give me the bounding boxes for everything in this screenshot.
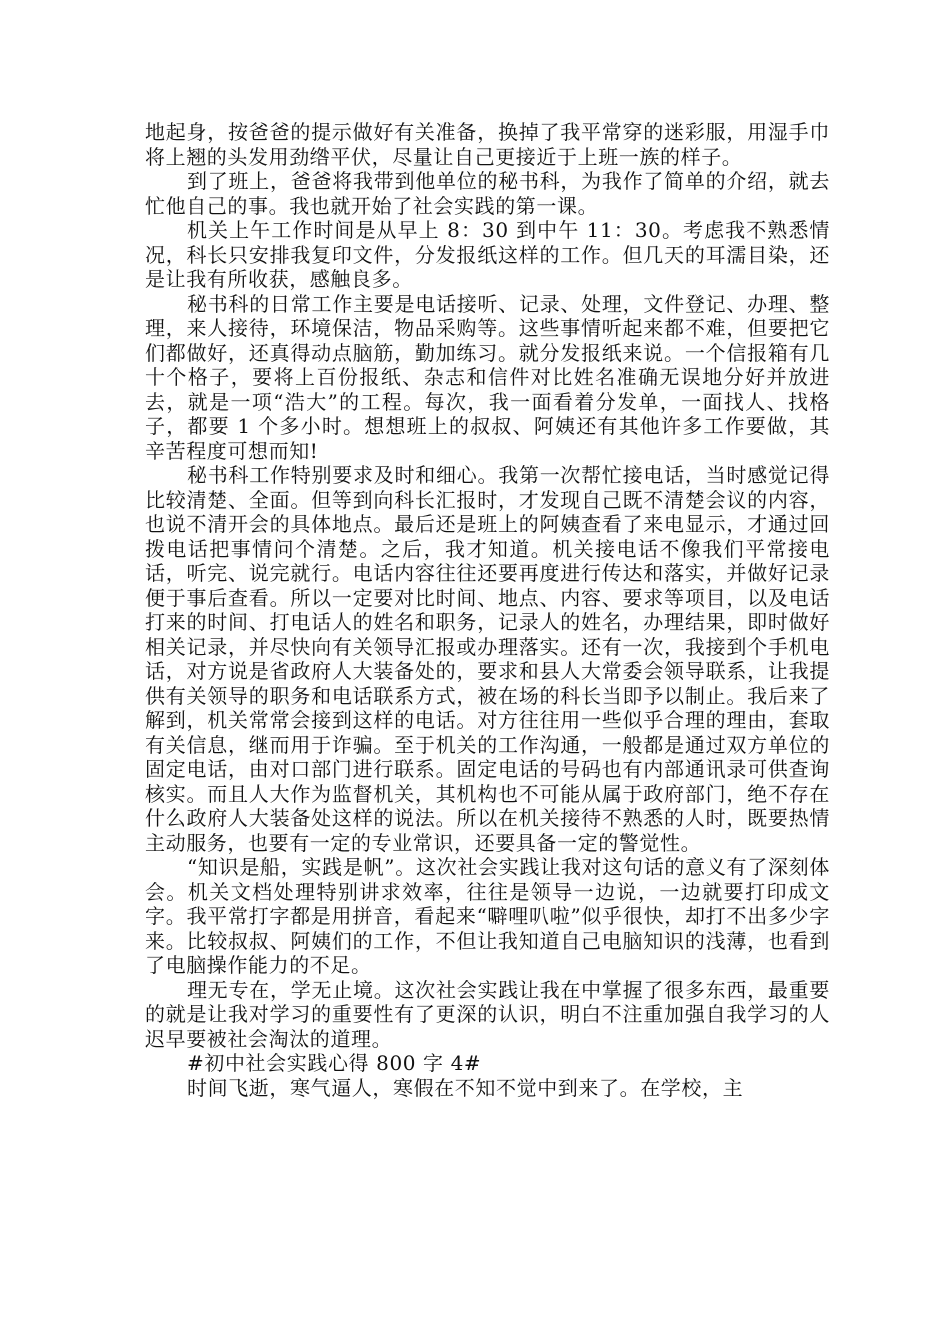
paragraph: 到了班上，爸爸将我带到他单位的秘书科，为我作了简单的介绍，就去忙他自己的事。我也就开始了社会实践的第一课。 — [145, 169, 830, 218]
document-body — [145, 120, 830, 1100]
paragraph: “知识是船，实践是帆”。这次社会实践让我对这句话的意义有了深刻体会。机关文档处理特别讲求效率，往往是领导一边说，一边就要打印成文字。我平常打字都是用拼音，看起来“噼哩叭啦”似乎很快，却打不出多少字来。比较叔叔、阿姨们的工作，不但让我知道自己电脑知识的浅薄，也看到了电脑操作能力的不足。 — [145, 855, 830, 977]
paragraph: 秘书科的日常工作主要是电话接听、记录、处理，文件登记、办理、整理，来人接待，环境保洁，物品采购等。这些事情听起来都不难，但要把它们都做好，还真得动点脑筋，勤加练习。就分发报纸来说。一个信报箱有几十个格子，要将上百份报纸、杂志和信件对比姓名准确无误地分好并放进去，就是一项“浩大”的工程。每次，我一面看着分发单，一面找人、找格子，都要 1 个多小时。想想班上的叔叔、阿姨还有其他许多工作要做，其辛苦程度可想而知! — [145, 291, 830, 463]
paragraph: 机关上午工作时间是从早上 8：30 到中午 11：30。考虑我不熟悉情况，科长只安排我复印文件，分发报纸这样的工作。但几天的耳濡目染，还是让我有所收获，感触良多。 — [145, 218, 830, 291]
paragraph: 时间飞逝，寒气逼人，寒假在不知不觉中到来了。在学校，主 — [187, 1075, 744, 1100]
paragraph-continuation: 地起身，按爸爸的提示做好有关准备，换掉了我平常穿的迷彩服，用湿手巾将上翘的头发用劲绺平伏，尽量让自己更接近于上班一族的样子。 — [145, 120, 830, 169]
section-heading: #初中社会实践心得 800 字 4# — [187, 1051, 482, 1075]
paragraph: 理无专在，学无止境。这次社会实践让我在中掌握了很多东西，最重要的就是让我对学习的重要性有了更深的认识，明白不注重加强自我学习的人迟早要被社会淘汰的道理。 — [145, 977, 830, 1051]
paragraph: 秘书科工作特别要求及时和细心。我第一次帮忙接电话，当时感觉记得比较清楚、全面。但等到向科长汇报时，才发现自己既不清楚会议的内容，也说不清开会的具体地点。最后还是班上的阿姨查看了来电显示，才通过回拨电话把事情问个清楚。之后，我才知道。机关接电话不像我们平常接电话，听完、说完就行。电话内容往往还要再度进行传达和落实，并做好记录便于事后查看。所以一定要对比时间、地点、内容、要求等项目，以及电话打来的时间、打电话人的姓名和职务，记录人的姓名，办理结果，即时做好相关记录，并尽快向有关领导汇报或办理落实。还有一次，我接到个手机电话，对方说是省政府人大装备处的，要求和县人大常委会领导联系，让我提供有关领导的职务和电话联系方式，被在场的科长当即予以制止。我后来了解到，机关常常会接到这样的电话。对方往往用一些似乎合理的理由，套取有关信息，继而用于诈骗。至于机关的工作沟通，一般都是通过双方单位的固定电话，由对口部门进行联系。固定电话的号码也有内部通讯录可供查询核实。而且人大作为监督机关，其机构也不可能从属于政府部门，绝不存在什么政府人大装备处这样的说法。所以在机关接待不熟悉的人时，既要热情主动服务，也要有一定的专业常识，还要具备一定的警觉性。 — [145, 463, 830, 855]
